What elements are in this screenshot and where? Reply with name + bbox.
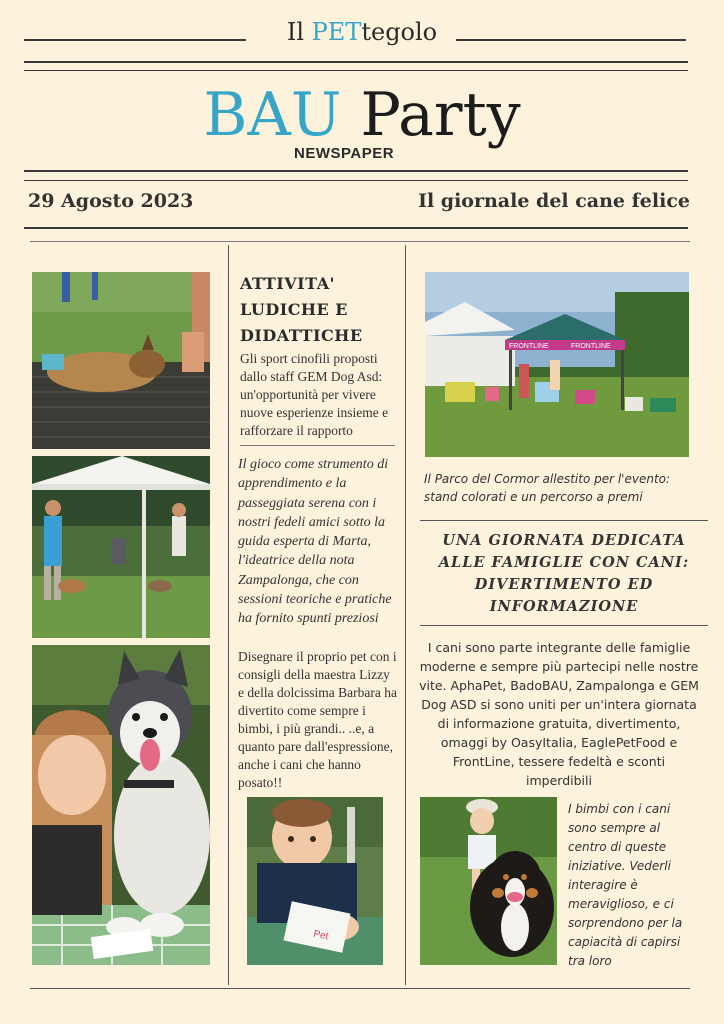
photo-walk-under-tent (32, 456, 210, 638)
right-divider-bottom (420, 625, 708, 626)
title-word-party: Party (360, 80, 521, 150)
newspaper-motto: Il giornale del cane felice (418, 190, 690, 212)
masthead-accent: PET (311, 18, 362, 46)
photo-child-with-dog (420, 797, 557, 965)
bottom-rule (30, 988, 690, 989)
issue-date: 29 Agosto 2023 (28, 190, 194, 212)
masthead-name: Il PETtegolo (286, 18, 438, 46)
tent-banner-right: FRONTLINE (571, 343, 611, 350)
feature-headline: UNA GIORNATA DEDICATA ALLE FAMIGLIE CON CANI: DIVERTIMENTO ED INFORMAZIONE (438, 532, 690, 615)
photo-husky-drawing (32, 645, 210, 965)
kids-caption: I bimbi con i cani sono sempre al centro di queste iniziative. Vederli interagire è meraviglioso, e ci sorprendono per la capiacità di capirsi tra loro (568, 802, 683, 968)
page-subtitle: NEWSPAPER (294, 145, 395, 162)
dateline-rule-2 (30, 241, 690, 242)
photo-dog-training (32, 272, 210, 449)
section-heading-activities: ATTIVITA' LUDICHE E DIDATTICHE (240, 274, 363, 345)
feature-body: I cani sono parte integrante delle famiglie moderne e sempre più partecipi nelle nostre vite. AphaPet, BadoBAU, Zampalonga e GEM Dog ASD si sono uniti per un'intera giornata di informazione gratuita, divertimento, omaggi by OasyItalia, EaglePetFood e FrontLine, tessere fedeltà e sconti imperdibili (419, 640, 699, 788)
dateline-rule-1 (24, 227, 688, 229)
drawing-paragraph: Disegnare il proprio pet con i consigli della maestra Lizzy e della dolcissima Barbara ha divertito come sempre i bimbi, i più grandi.. ..e, a quanto pare dall'espressione, anche i cani che hanno posato!! (238, 649, 397, 790)
title-rule-2 (24, 180, 688, 181)
park-caption: Il Parco del Cormor allestito per l'evento: stand colorati e un percorso a premi (424, 472, 671, 504)
title-rule-1 (24, 170, 688, 172)
middle-divider (240, 445, 395, 446)
right-divider-top (420, 520, 708, 521)
title-word-bau: BAU (203, 80, 342, 150)
photo-park-stands (425, 272, 689, 457)
tent-banner-left: FRONTLINE (509, 343, 549, 350)
photo-child-drawing (247, 797, 383, 965)
child-paper-text: Pet (312, 928, 330, 943)
activities-intro: Gli sport cinofili proposti dallo staff GEM Dog Asd: un'opportunità per vivere nuove esperienze insieme e rafforzare il rapporto (240, 351, 389, 438)
column-divider-left (228, 245, 229, 985)
column-divider-right (405, 245, 406, 985)
top-rule-1 (24, 61, 688, 63)
page-title (0, 80, 724, 150)
top-rule-2 (24, 70, 688, 71)
walk-paragraph: Il gioco come strumento di apprendimento e la passeggiata serena con i nostri fedeli amici sotto la guida esperta di Marta, l'ideatrice della nota Zampalonga, che con sessioni teoriche e pratiche ha fornito spunti preziosi (238, 457, 392, 627)
